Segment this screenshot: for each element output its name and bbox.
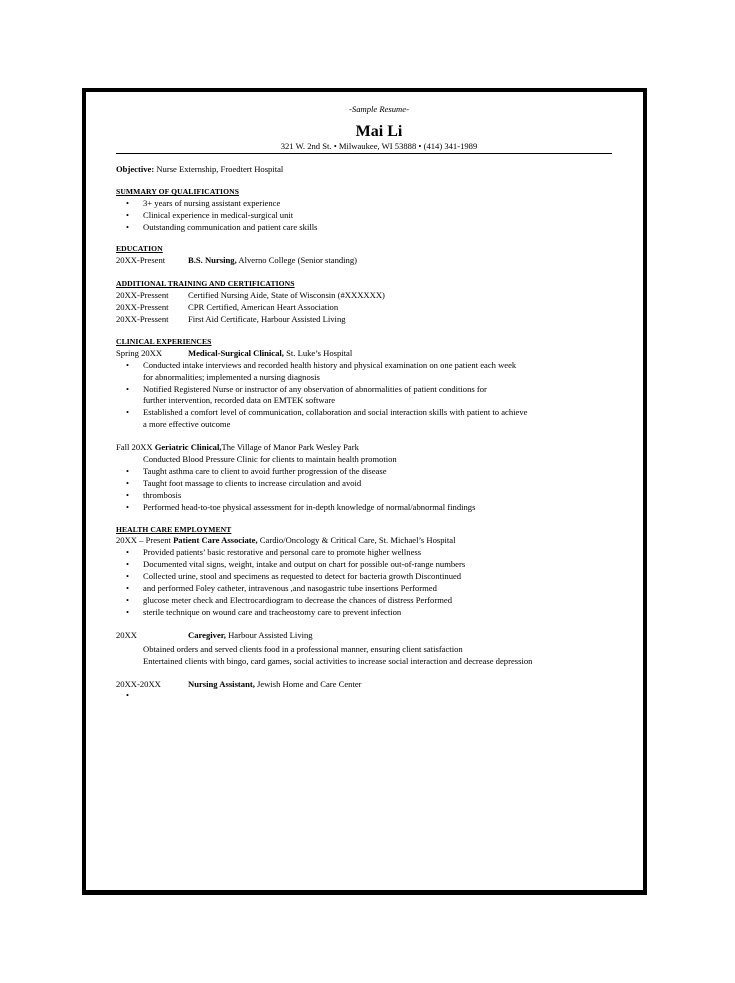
job2-row: 20XX Caregiver, Harbour Assisted Living — [116, 629, 313, 640]
education-date: 20XX-Present — [116, 255, 166, 266]
bullet-icon: • — [126, 595, 130, 605]
job1-row: 20XX – Present Patient Care Associate, Cardio/Oncology & Critical Care, St. Michael’s Hospital — [116, 535, 456, 546]
spacer — [116, 668, 612, 679]
list-item-continuation: a more effective outcome — [143, 419, 231, 430]
bullet-icon: • — [126, 407, 130, 418]
clinical-spring-list — [116, 360, 612, 431]
job3-title: Nursing Assistant, — [188, 678, 255, 689]
list-item: • Established a comfort level of communication, collaboration and social interaction skills with patient to achieve — [126, 407, 528, 418]
list-item: • Collected urine, stool and specimens as requested to detect for bacteria growth Discontinued — [126, 571, 462, 582]
clinical-fall-title: Geriatric Clinical, — [154, 442, 222, 453]
employment-heading: HEALTH CARE EMPLOYMENT — [116, 524, 232, 534]
education-row — [116, 255, 612, 267]
training-row: 20XX-Pressent CPR Certified, American Heart Association — [116, 302, 339, 313]
bullet-icon: • — [126, 359, 130, 370]
list-item: • Notified Registered Nurse or instructor of any observation of abnormalities of patient conditions for — [126, 383, 487, 394]
clinical-heading: CLINICAL EXPERIENCES — [116, 336, 212, 346]
education-degree: B.S. Nursing, — [188, 255, 237, 266]
education-school: Alverno College (Senior standing) — [236, 255, 358, 266]
resume-content — [116, 104, 612, 702]
clinical-fall-list — [116, 466, 612, 514]
job1-list — [116, 547, 612, 618]
list-item: • Documented vital signs, weight, intake and output on chart for possible out-of-range numbers — [126, 559, 466, 570]
job1-title: Patient Care Associate, — [173, 535, 258, 546]
job3-date: 20XX-20XX — [116, 678, 161, 689]
list-item-continuation: for abnormalities; implemented a nursing diagnosis — [143, 371, 320, 382]
bullet-icon: • — [126, 559, 130, 570]
bullet-icon: • — [126, 383, 130, 394]
list-item: • and performed Foley catheter, intravenous ,and nasogastric tube insertions Performed — [126, 583, 437, 594]
bullet-icon: • — [126, 489, 130, 500]
list-item: • Performed head-to-toe physical assessment for in-depth knowledge of normal/abnormal findings — [126, 501, 476, 512]
list-item: • Outstanding communication and patient care skills — [126, 221, 318, 232]
clinical-spring-row: Spring 20XX Medical-Surgical Clinical, St. Luke’s Hospital — [116, 347, 353, 358]
summary-heading: SUMMARY OF QUALIFICATIONS — [116, 186, 240, 196]
list-item: • Taught foot massage to clients to increase circulation and avoid — [126, 477, 362, 488]
list-item: • 3+ years of nursing assistant experience — [126, 197, 281, 208]
list-item: • Taught asthma care to client to avoid further progression of the disease — [126, 465, 387, 476]
objective — [116, 164, 612, 176]
job1-date: 20XX – Present — [116, 535, 171, 546]
list-item: • sterile technique on wound care and tracheostomy care to prevent infection — [126, 606, 402, 617]
spacer — [116, 431, 612, 442]
list-item: • Conducted intake interviews and recorded health history and physical examination on one patient each week — [126, 359, 517, 370]
bullet-icon: • — [126, 197, 130, 208]
list-item — [116, 690, 612, 702]
summary-list — [116, 198, 612, 234]
bullet-icon: • — [126, 465, 130, 476]
bullet-icon: • — [126, 583, 130, 594]
training-heading: ADDITIONAL TRAINING AND CERTIFICATIONS — [116, 279, 295, 289]
bullet-icon: • — [126, 606, 130, 617]
job2-date: 20XX — [116, 629, 138, 640]
header-divider — [116, 153, 612, 154]
spacer — [116, 619, 612, 630]
objective-text: Nurse Externship, Froedtert Hospital — [156, 163, 284, 174]
education-heading: EDUCATION — [116, 244, 163, 254]
clinical-fall-lead: Conducted Blood Pressure Clinic for clients to maintain health promotion — [143, 454, 397, 465]
training-row: 20XX-Pressent First Aid Certificate, Harbour Assisted Living — [116, 313, 346, 324]
list-item: • Clinical experience in medical-surgical unit — [126, 209, 294, 220]
list-item: • thrombosis — [126, 489, 182, 500]
bullet-icon: • — [126, 690, 130, 701]
job3-list — [116, 690, 612, 702]
list-item: • glucose meter check and Electrocardiogram to decrease the chances of distress Performed — [126, 595, 452, 605]
clinical-fall-row: Fall 20XX Geriatric Clinical, The Village of Manor Park Wesley Park — [116, 442, 359, 453]
job2-title: Caregiver, — [188, 629, 226, 640]
list-item: • Provided patients’ basic restorative and personal care to promote higher wellness — [126, 547, 422, 558]
job2-line: Obtained orders and served clients food in a professional manner, ensuring client satisfaction — [143, 643, 463, 654]
clinical-spring-title: Medical-Surgical Clinical, — [188, 347, 284, 358]
clinical-fall-date: Fall 20XX — [116, 442, 153, 453]
bullet-icon: • — [126, 547, 130, 558]
job3-row: 20XX-20XX Nursing Assistant, Jewish Home and Care Center — [116, 678, 362, 689]
sample-label: -Sample Resume- — [349, 104, 409, 114]
bullet-icon: • — [126, 501, 130, 512]
bullet-icon: • — [126, 571, 130, 582]
contact-info: 321 W. 2nd St. • Milwaukee, WI 53888 • (414) 341-1989 — [280, 140, 478, 151]
bullet-icon: • — [126, 477, 130, 488]
candidate-name: Mai Li — [355, 122, 403, 140]
job2-line: Entertained clients with bingo, card games, social activities to increase social interaction and decrease depression — [143, 655, 533, 666]
clinical-spring-date: Spring 20XX — [116, 347, 163, 358]
training-row: 20XX-Pressent Certified Nursing Aide, State of Wisconsin (#XXXXXX) — [116, 290, 385, 301]
bullet-icon: • — [126, 221, 130, 232]
objective-label: Objective: — [116, 163, 155, 174]
bullet-icon: • — [126, 209, 130, 220]
list-item-continuation: further intervention, recorded data on EMTEK software — [143, 395, 336, 406]
